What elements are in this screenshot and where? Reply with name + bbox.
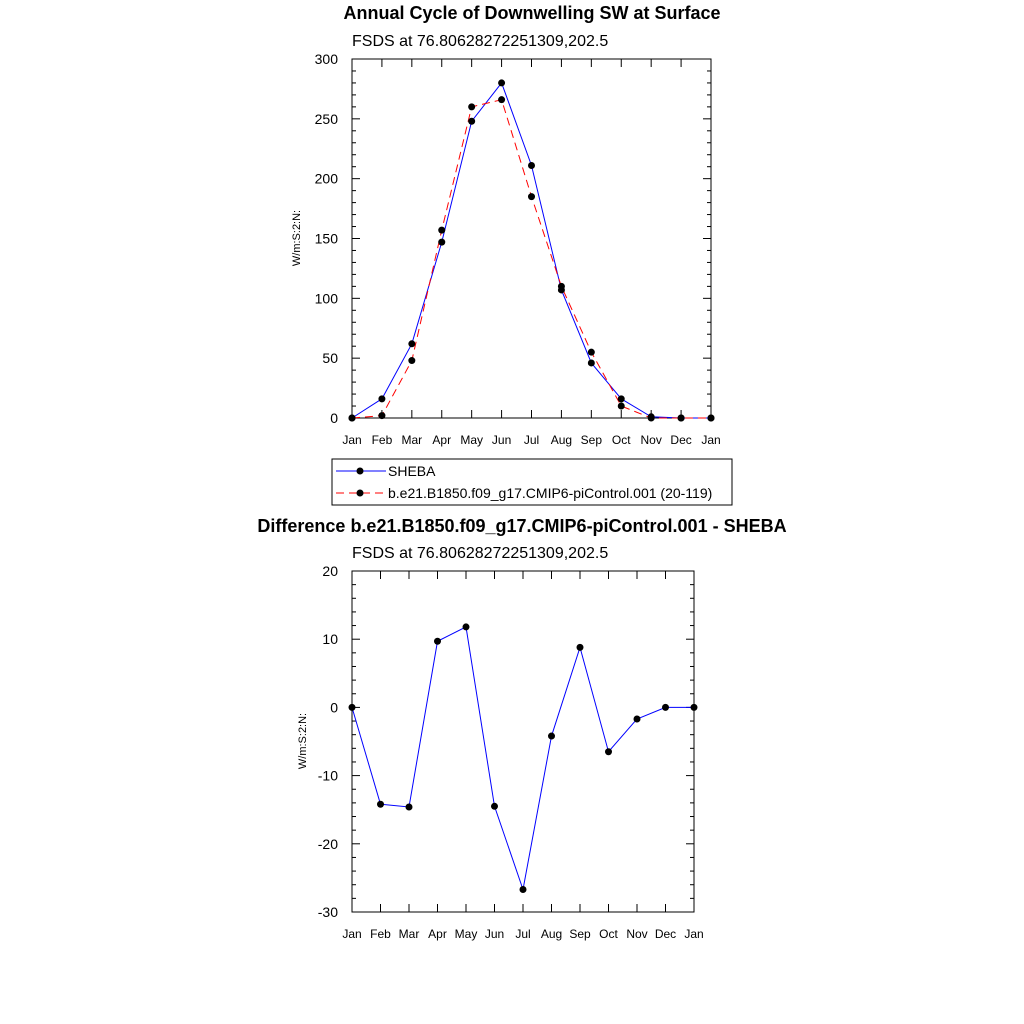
legend-sheba-label: SHEBA xyxy=(388,463,436,479)
top-y-tick-label: 300 xyxy=(314,51,338,67)
top-y-tick-label: 150 xyxy=(314,230,338,247)
top-series-2-point xyxy=(378,412,385,419)
top-series-1-point xyxy=(588,359,595,366)
top-y-tick-label: 250 xyxy=(314,110,338,127)
legend-model-marker xyxy=(357,490,364,497)
bottom-plot-frame xyxy=(352,571,694,912)
top-x-tick-label: Apr xyxy=(432,433,452,447)
bottom-x-tick-label: Jul xyxy=(515,927,531,941)
top-plot-area xyxy=(315,51,721,447)
bottom-x-tick-label: Apr xyxy=(428,927,447,941)
bottom-y-tick-label: -30 xyxy=(317,904,338,920)
bottom-chart-subtitle: FSDS at 76.80628272251309,202.5 xyxy=(352,545,609,562)
top-x-tick-label: Jan xyxy=(342,433,362,447)
top-y-tick-label: 200 xyxy=(314,170,338,187)
top-series-1-point xyxy=(498,79,505,86)
bottom-series-1-point xyxy=(662,704,669,711)
bottom-series-1-line xyxy=(352,627,694,890)
top-y-tick-label: 100 xyxy=(314,290,338,307)
top-x-tick-label: Dec xyxy=(670,433,692,447)
top-x-tick-label: Sep xyxy=(580,433,603,447)
bottom-y-tick-label: 20 xyxy=(322,563,338,579)
top-series-2-point xyxy=(678,415,685,422)
bottom-series-1-point xyxy=(577,644,584,651)
bottom-x-tick-label: Mar xyxy=(398,927,420,941)
top-x-tick-label: Feb xyxy=(371,433,393,447)
top-x-tick-label: Oct xyxy=(611,433,631,447)
top-x-tick-label: Nov xyxy=(640,433,662,447)
bottom-y-tick-label: 10 xyxy=(322,631,338,648)
bottom-series-1-point xyxy=(491,803,498,810)
top-y-tick-label: 0 xyxy=(330,410,338,426)
bottom-chart-title: Difference b.e21.B1850.f09_g17.CMIP6-piControl.001 - SHEBA xyxy=(257,516,787,536)
top-x-tick-label: Mar xyxy=(401,433,423,447)
top-chart-y-axis-label: W/m:S:2:N: xyxy=(291,209,303,267)
top-series-2-point xyxy=(528,193,535,200)
top-series-2-point xyxy=(468,103,475,110)
top-x-tick-label: Jun xyxy=(491,433,512,447)
top-series-1-point xyxy=(438,239,445,246)
bottom-x-tick-label: Nov xyxy=(626,927,648,941)
top-chart-subtitle: FSDS at 76.80628272251309,202.5 xyxy=(352,33,609,50)
top-series-1-point xyxy=(468,118,475,125)
top-plot-frame xyxy=(352,59,711,418)
top-series-1-point xyxy=(378,395,385,402)
bottom-chart-y-axis-label: W/m:S:2:N: xyxy=(297,712,309,770)
top-series-2-point xyxy=(618,403,625,410)
bottom-y-tick-label: -10 xyxy=(317,767,338,784)
bottom-x-tick-label: May xyxy=(454,927,478,941)
bottom-x-tick-label: Feb xyxy=(370,927,391,941)
legend-sheba-marker xyxy=(357,468,364,475)
bottom-series-1-point xyxy=(691,704,698,711)
bottom-x-tick-label: Jun xyxy=(484,927,505,941)
bottom-series-1-point xyxy=(605,748,612,755)
bottom-x-tick-label: Oct xyxy=(599,927,618,941)
top-y-tick-label: 50 xyxy=(322,350,338,367)
legend xyxy=(332,459,732,505)
top-series-1-point xyxy=(618,395,625,402)
bottom-plot-area xyxy=(318,563,704,941)
bottom-y-tick-label: -20 xyxy=(317,835,338,852)
bottom-x-tick-label: Sep xyxy=(569,927,591,941)
top-series-1-point xyxy=(408,340,415,347)
bottom-x-tick-label: Dec xyxy=(654,927,677,941)
top-series-2-point xyxy=(708,415,715,422)
top-series-2-point xyxy=(648,415,655,422)
top-series-2-point xyxy=(558,283,565,290)
top-x-tick-label: May xyxy=(460,433,484,447)
top-series-2-point xyxy=(438,227,445,234)
bottom-series-1-point xyxy=(434,638,441,645)
bottom-series-1-point xyxy=(406,803,413,810)
bottom-series-1-point xyxy=(463,623,470,630)
legend-model-label: b.e21.B1850.f09_g17.CMIP6-piControl.001 (20-119) xyxy=(388,485,713,501)
top-x-tick-label: Aug xyxy=(550,433,573,447)
top-series-2-point xyxy=(498,96,505,103)
top-series-2-line xyxy=(352,100,711,418)
bottom-series-1-point xyxy=(377,801,384,808)
bottom-x-tick-label: Jan xyxy=(684,927,704,941)
top-x-tick-label: Jan xyxy=(701,433,721,447)
bottom-series-1-point xyxy=(520,886,527,893)
top-series-2-point xyxy=(349,415,356,422)
top-chart-title: Annual Cycle of Downwelling SW at Surface xyxy=(343,3,721,23)
top-series-1-point xyxy=(528,162,535,169)
top-series-1-line xyxy=(352,83,711,418)
bottom-x-tick-label: Aug xyxy=(540,927,563,941)
bottom-x-tick-label: Jan xyxy=(342,927,362,941)
top-x-tick-label: Jul xyxy=(523,433,540,447)
top-series-2-point xyxy=(588,349,595,356)
bottom-series-1-point xyxy=(548,733,555,740)
bottom-series-1-point xyxy=(349,704,356,711)
bottom-series-1-point xyxy=(634,715,641,722)
top-series-2-point xyxy=(408,357,415,364)
bottom-y-tick-label: 0 xyxy=(330,699,338,716)
